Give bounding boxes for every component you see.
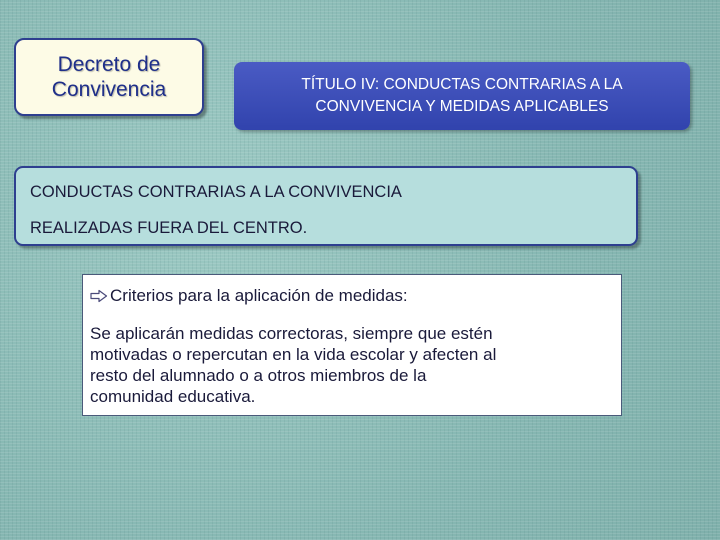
section-heading-line-1: CONDUCTAS CONTRARIAS A LA CONVIVENCIA <box>30 183 402 201</box>
criteria-body-line: resto del alumnado o a otros miembros de la <box>90 366 427 385</box>
slide-title-box <box>234 62 690 130</box>
criteria-body-line: motivadas o repercutan en la vida escolar y afecten al <box>90 345 497 364</box>
decree-label <box>52 52 166 102</box>
criteria-heading-text: Criterios para la aplicación de medidas: <box>110 286 408 305</box>
section-heading-line-2: REALIZADAS FUERA DEL CENTRO. <box>30 219 308 237</box>
decree-label-box <box>14 38 204 116</box>
outline-arrow-right-icon <box>90 289 108 303</box>
section-heading-box <box>14 166 638 246</box>
slide-title-line-1: TÍTULO IV: CONDUCTAS CONTRARIAS A LA <box>301 76 623 93</box>
criteria-body-line: comunidad educativa. <box>90 387 256 406</box>
criteria-body <box>90 323 613 407</box>
criteria-body-line: Se aplicarán medidas correctoras, siempre que estén <box>90 324 493 343</box>
decree-label-line-1: Decreto de <box>57 53 161 76</box>
criteria-box <box>82 274 622 416</box>
criteria-heading <box>90 281 613 311</box>
decree-label-line-2: Convivencia <box>51 78 167 101</box>
slide-title <box>301 74 622 118</box>
slide-title-line-2: CONVIVENCIA Y MEDIDAS APLICABLES <box>315 98 609 115</box>
